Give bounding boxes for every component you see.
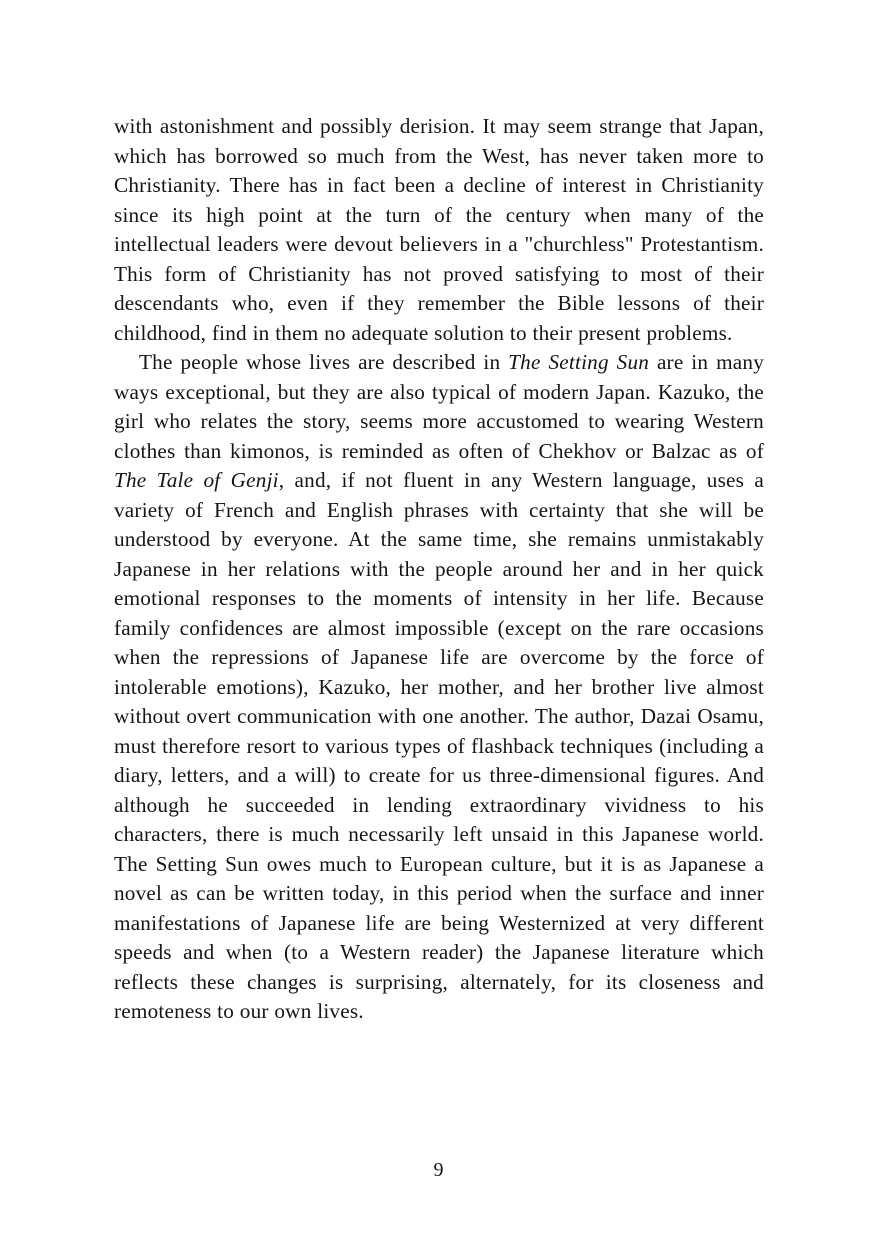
paragraph-1: [114, 112, 764, 348]
text-run-4: , and, if not fluent in any Western language, uses a variety of French and English phrases with certainty that she will be understood by everyone. At the same time, she remains unmistakably Japanese in her relations with the people around her and in her quick emotional responses to the moments of intensity in her life. Because family confidences are almost impossible (except on the rare occasions when the repressions of Japanese life are overcome by the force of intolerable emotions), Kazuko, her mother, and her brother live almost without overt communication with one another. The author, Dazai Osamu, must therefore resort to various types of flashback techniques (including a diary, letters, and a will) to create for us three-dimensional figures. And although he succeeded in lending extraordinary vividness to his characters, there is much necessarily left unsaid in this Japanese world. The Setting Sun owes much to European culture, but it is as Japanese a novel as can be written today, in this period when the surface and inner manifestations of Japanese life are being Westernized at very different speeds and when (to a Western reader) the Japanese literature which reflects these changes is surprising, alternately, for its closeness and remoteness to our own lives.: [114, 468, 764, 1023]
italic-title-1: The Setting Sun: [508, 350, 650, 374]
body-text-column: [114, 112, 764, 1027]
paragraph-2: [114, 348, 764, 1027]
text-run-0: with astonishment and possibly derision. It may seem strange that Japan, which has borrowed so much from the West, has never taken more to Christianity. There has in fact been a decline of interest in Christianity since its high point at the turn of the century when many of the intellectual leaders were devout believers in a "churchless" Protestantism. This form of Christianity has not proved satisfying to most of their descendants who, even if they remember the Bible lessons of their childhood, find in them no adequate solution to their present problems.: [114, 114, 764, 345]
page-number: 9: [433, 1159, 444, 1181]
text-run-0: The people whose lives are described in: [139, 350, 509, 374]
italic-title-3: The Tale of Genji: [114, 468, 279, 492]
text-run-2: are in many ways exceptional, but they are also typical of modern Japan. Kazuko, the girl who relates the story, seems more accustomed to wearing Western clothes than kimonos, is reminded as often of Chekhov or Balzac as of: [114, 350, 765, 463]
